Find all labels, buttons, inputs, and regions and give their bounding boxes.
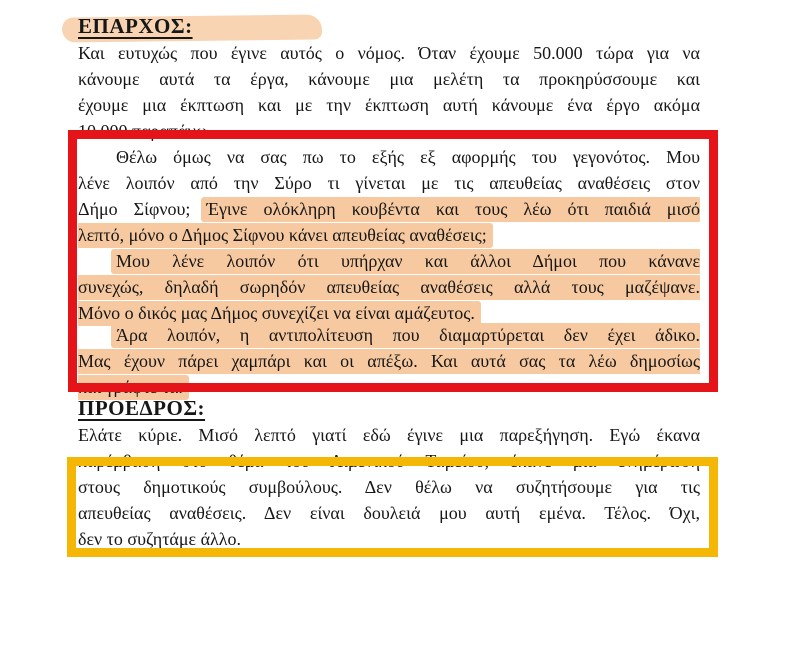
highlighted-text: λεπτό, μόνο ο Δήμος Σίφνου κάνει απευθείας αναθέσεις; xyxy=(78,223,487,248)
text-segment: Και ευτυχώς που έγινε αυτός ο νόμος. Όταν έχουμε 50.000 τώρα για να xyxy=(78,43,700,63)
para-red-3 xyxy=(78,322,700,400)
text-line xyxy=(78,196,700,222)
text-line xyxy=(78,448,700,474)
highlighted-text: Μου λένε λοιπόν ότι υπήρχαν και άλλοι Δήμοι που κάνανε xyxy=(116,249,700,274)
text-segment: Δήμο Σίφνου; xyxy=(78,199,207,219)
para-eparchos-1 xyxy=(78,40,700,144)
text-line xyxy=(78,222,700,248)
highlighted-text: Μόνο ο δικός μας Δήμος συνεχίζει να είναι αμάζευτος. xyxy=(78,301,475,326)
para-proedros-1 xyxy=(78,422,700,552)
text-segment: παρέμβαση στο θέμα του Λιμενικού Ταμείου, έκανε μια ενημέρωση xyxy=(78,451,700,471)
text-line xyxy=(78,526,700,552)
heading-proedros xyxy=(78,395,205,421)
para-red-1 xyxy=(78,144,700,248)
highlighted-text: Μας έχουν πάρει χαμπάρι και οι απέξω. Και αυτά σας τα λέω δημοσίως xyxy=(78,349,700,374)
heading-eparhos xyxy=(78,13,193,39)
para-red-2 xyxy=(78,248,700,326)
text-segment: λένε λοιπόν από την Σύρο τι γίνεται με τις απευθείας αναθέσεις στον xyxy=(78,173,700,193)
text-segment: στους δημοτικούς συμβούλους. Δεν θέλω να συζητήσουμε για τις xyxy=(78,477,700,497)
text-line xyxy=(78,92,700,118)
text-line xyxy=(78,248,700,274)
heading-eparhos-text: ΕΠΑΡΧΟΣ: xyxy=(78,14,193,38)
text-segment: έχουμε μια έκπτωση και με την έκπτωση αυτή κάνουμε ένα έργο ακόμα xyxy=(78,95,700,115)
text-segment: Ελάτε κύριε. Μισό λεπτό γιατί εδώ έγινε μια παρεξήγηση. Εγώ έκανα xyxy=(78,425,700,445)
highlighted-text: συνεχώς, δηλαδή σωρηδόν απευθείας αναθέσεις αλλά τους μαζέψανε. xyxy=(78,275,700,300)
text-line xyxy=(78,474,700,500)
text-segment: απευθείας αναθέσεις. Δεν είναι δουλειά μου αυτή εμένα. Τέλος. Όχι, xyxy=(78,503,700,523)
text-segment: δεν το συζητάμε άλλο. xyxy=(78,529,241,549)
text-line xyxy=(78,170,700,196)
text-segment: 10.000 παραπάνω. xyxy=(78,121,212,141)
highlighted-text: Έγινε ολόκληρη κουβέντα και τους λέω ότι παιδιά μισό xyxy=(206,197,700,222)
heading-proedros-text: ΠΡΟΕΔΡΟΣ: xyxy=(78,396,206,420)
text-line xyxy=(78,118,700,144)
text-line xyxy=(78,274,700,300)
text-line xyxy=(78,40,700,66)
text-line xyxy=(78,144,700,170)
highlighted-text: Άρα λοιπόν, η αντιπολίτευση που διαμαρτύρεται δεν έχει άδικο. xyxy=(116,323,700,348)
text-segment: κάνουμε αυτά τα έργα, κάνουμε μια μελέτη τα προκηρύσσουμε και xyxy=(78,69,700,89)
text-line xyxy=(78,500,700,526)
text-line xyxy=(78,66,700,92)
highlighted-text: και γράφτε τα. xyxy=(78,375,183,400)
text-line xyxy=(78,422,700,448)
text-line xyxy=(78,322,700,348)
text-segment: Θέλω όμως να σας πω το εξής εξ αφορμής του γεγονότος. Μου xyxy=(116,147,700,167)
text-line xyxy=(78,348,700,374)
